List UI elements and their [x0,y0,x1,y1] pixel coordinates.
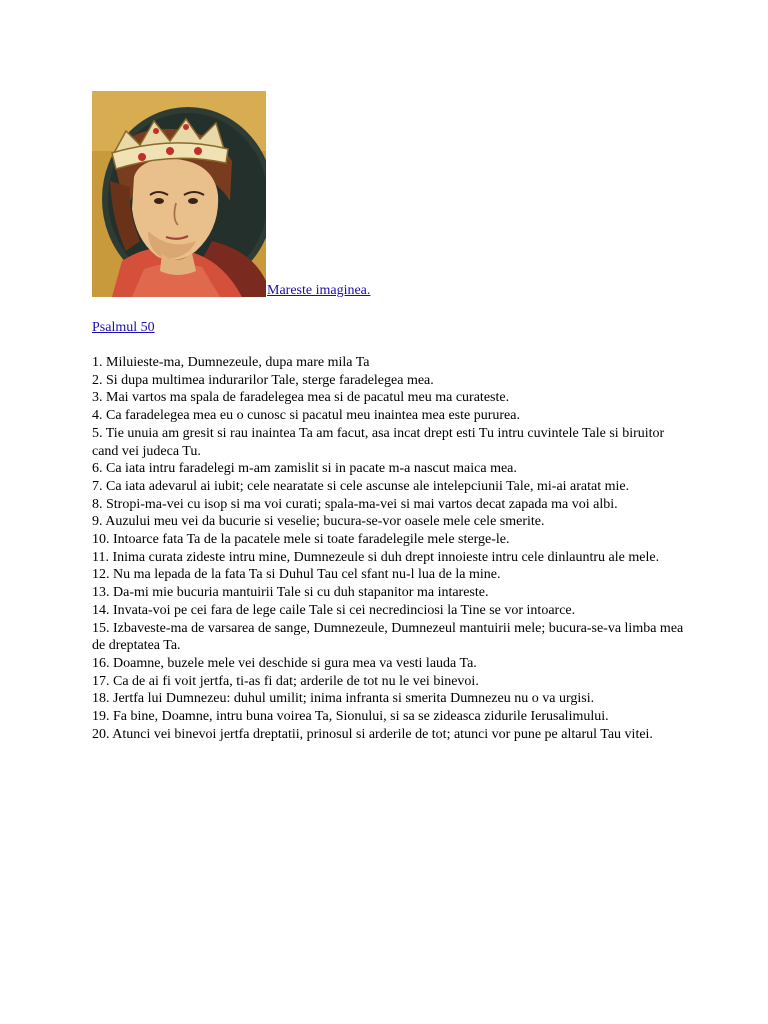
verse-item: 14. Invata-voi pe cei fara de lege caile Tale si cei necredinciosi la Tine se vor intoarce. [92,602,576,618]
verse-item: 18. Jertfa lui Dumnezeu: duhul umilit; inima infranta si smerita Dumnezeu nu o va urgisi. [92,691,595,707]
icon-image[interactable] [92,91,266,297]
verse-item: 10. Intoarce fata Ta de la pacatele mele si toate faradelegile mele sterge-le. [92,532,510,548]
verse-item: 12. Nu ma lepada de la fata Ta si Duhul Tau cel sfant nu-l lua de la mine. [92,567,501,583]
verse-item: 1. Miluieste-ma, Dumnezeule, dupa mare mila Ta [92,355,370,370]
verse-item: 16. Doamne, buzele mele vei deschide si gura mea va vesti lauda Ta. [92,655,477,671]
verse-item: 6. Ca iata intru faradelegi m-am zamislit si in pacate m-a nascut maica mea. [92,461,517,477]
document-page [92,91,692,743]
verse-item: 4. Ca faradelegea mea eu o cunosc si pacatul meu inaintea mea este pururea. [92,408,520,424]
verse-item: 9. Auzului meu vei da bucurie si veselie; bucura-se-vor oasele mele cele smerite. [92,514,545,530]
verse-item: 15. Izbaveste-ma de varsarea de sange, Dumnezeule, Dumnezeul mantuirii mele; bucura-se-va limba mea de dreptatea Ta. [92,620,684,654]
enlarge-image-link[interactable]: Mareste imaginea. [267,283,371,298]
verse-item: 5. Tie unuia am gresit si rau inaintea Ta am facut, asa incat drept esti Tu intru cuvintele Tale si biruitor cand vei judeca Tu. [92,425,665,459]
psalm-title-link[interactable]: Psalmul 50 [92,320,155,335]
verse-item: 3. Mai vartos ma spala de faradelegea mea si de pacatul meu ma curateste. [92,390,510,406]
verse-item: 2. Si dupa multimea indurarilor Tale, sterge faradelegea mea. [92,372,434,388]
verse-list [92,354,692,743]
image-row [92,91,692,297]
verse-item: 17. Ca de ai fi voit jertfa, ti-as fi dat; arderile de tot nu le vei binevoi. [92,673,479,689]
verse-item: 7. Ca iata adevarul ai iubit; cele nearatate si cele ascunse ale intelepciunii Tale, mi-ai aratat mie. [92,478,630,494]
verse-item: 20. Atunci vei binevoi jertfa dreptatii, prinosul si arderile de tot; atunci vor pune pe altarul Tau vitei. [92,726,653,742]
verse-item: 11. Inima curata zideste intru mine, Dumnezeule si duh drept innoieste intru cele dinlauntru ale mele. [92,549,660,565]
verse-item: 8. Stropi-ma-vei cu isop si ma voi curati; spala-ma-vei si mai vartos decat zapada ma voi albi. [92,496,618,512]
verse-item: 13. Da-mi mie bucuria mantuirii Tale si cu duh stapanitor ma intareste. [92,585,489,601]
verse-item: 19. Fa bine, Doamne, intru buna voirea Ta, Sionului, si sa se zideasca zidurile Ierusalimului. [92,709,609,725]
